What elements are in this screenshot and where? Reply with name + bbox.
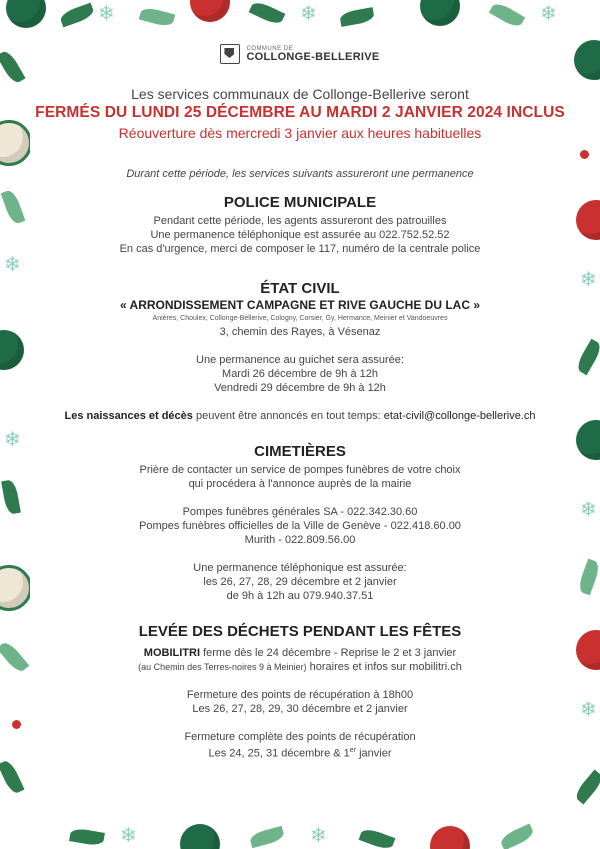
ornament-icon (574, 40, 600, 80)
leaf-icon (59, 3, 96, 28)
ornament-icon (576, 200, 600, 240)
permanence-note: Durant cette période, les services suivants assureront une permanence (126, 168, 474, 180)
leaf-icon (139, 6, 175, 28)
mobilitri-info: (au Chemin des Terres-noires 9 à Meinier) horaires et infos sur mobilitri.ch (138, 661, 462, 673)
commune-logo (30, 44, 570, 64)
email-link[interactable]: etat-civil@collonge-bellerive.ch (383, 410, 536, 422)
info-line: Prière de contacter un service de pompes funèbres de votre choix (139, 464, 461, 476)
leaf-icon (359, 827, 396, 849)
leaf-icon (69, 827, 105, 847)
ornament-icon (0, 565, 32, 611)
births-line: Les naissances et décès peuvent être annoncés en tout temps: etat-civil@collonge-bellerive.ch (64, 410, 536, 422)
notice (30, 30, 570, 761)
police-line: En cas d'urgence, merci de composer le 117, numéro de la centrale police (119, 243, 481, 255)
guichet-day: Mardi 26 décembre de 9h à 12h (222, 368, 378, 380)
leaf-icon (574, 339, 600, 375)
section-title: CIMETIÈRES (254, 443, 346, 460)
address: 3, chemin des Rayes, à Vésenaz (219, 326, 381, 338)
snowflake-icon: ❄ (540, 3, 557, 25)
info-line: Les 26, 27, 28, 29, 30 décembre et 2 janvier (192, 703, 408, 715)
ornament-icon (0, 330, 24, 370)
communes-list: Anières, Choulex, Collonge-Bellerive, Cologny, Corsier, Gy, Hermance, Meinier et Vandoeuvres (152, 315, 448, 322)
police-line: Une permanence téléphonique est assurée au 022.752.52.52 (150, 229, 450, 241)
police-section (30, 194, 570, 256)
guichet-day: Vendredi 29 décembre de 9h à 12h (214, 382, 386, 394)
ornament-icon (180, 824, 220, 849)
ornament-icon (6, 0, 46, 28)
leaf-icon (489, 0, 525, 29)
ornament-icon (576, 420, 600, 460)
dechets-section (30, 623, 570, 761)
info-line: Une permanence téléphonique est assurée: (193, 562, 407, 574)
reopening-text: Réouverture dès mercredi 3 janvier aux heures habituelles (118, 125, 482, 141)
info-line: Les 24, 25, 31 décembre & 1er janvier (208, 747, 392, 760)
mobilitri-line: MOBILITRI ferme dès le 24 décembre - Reprise le 2 et 3 janvier (143, 647, 457, 659)
leaf-icon (0, 759, 25, 796)
info-line: Fermeture complète des points de récupération (184, 731, 416, 743)
leaf-icon (1, 479, 21, 515)
police-line: Pendant cette période, les agents assureront des patrouilles (153, 215, 447, 227)
coat-of-arms-icon (220, 44, 240, 64)
snowflake-icon: ❄ (300, 3, 317, 25)
guichet-text: Une permanence au guichet sera assurée: (196, 354, 404, 366)
snowflake-icon: ❄ (4, 429, 21, 451)
ornament-icon (576, 630, 600, 670)
leaf-icon (1, 189, 26, 226)
funeral-contact: Pompes funèbres officielles de la Ville de Genève - 022.418.60.00 (139, 520, 461, 532)
info-line: Fermeture des points de récupération à 18h00 (186, 689, 414, 701)
info-line: les 26, 27, 28, 29 décembre et 2 janvier (203, 576, 397, 588)
leaf-icon (577, 559, 600, 596)
berry-icon (12, 720, 21, 729)
leaf-icon (0, 49, 26, 85)
section-title: ÉTAT CIVIL (260, 280, 340, 297)
funeral-contact: Murith - 022.809.56.00 (244, 534, 356, 546)
berry-icon (580, 150, 589, 159)
cimetieres-section (30, 443, 570, 603)
section-title: LEVÉE DES DÉCHETS PENDANT LES FÊTES (138, 623, 462, 640)
leaf-icon (249, 0, 286, 27)
info-line: qui procédera à l'annonce auprès de la mairie (188, 478, 412, 490)
section-subtitle: « ARRONDISSEMENT CAMPAGNE ET RIVE GAUCHE DU LAC » (119, 298, 481, 312)
snowflake-icon: ❄ (310, 825, 327, 847)
ornament-icon (430, 826, 470, 849)
closure-headline: FERMÉS DU LUNDI 25 DÉCEMBRE AU MARDI 2 JANVIER 2024 INCLUS (35, 104, 565, 121)
leaf-icon (573, 769, 600, 804)
leaf-icon (0, 639, 29, 674)
ornament-icon (420, 0, 460, 26)
etat-civil-section (30, 280, 570, 423)
snowflake-icon: ❄ (580, 699, 597, 721)
snowflake-icon: ❄ (580, 269, 597, 291)
snowflake-icon: ❄ (4, 254, 21, 276)
ornament-icon (190, 0, 230, 22)
intro-text: Les services communaux de Collonge-Bellerive seront (131, 86, 469, 102)
ornament-icon (0, 120, 32, 166)
info-line: de 9h à 12h au 079.940.37.51 (226, 590, 374, 602)
leaf-icon (249, 826, 285, 848)
snowflake-icon: ❄ (98, 3, 115, 25)
logo-name: COLLONGE-BELLERIVE (246, 50, 380, 63)
snowflake-icon: ❄ (120, 825, 137, 847)
section-title: POLICE MUNICIPALE (223, 194, 377, 211)
snowflake-icon: ❄ (580, 499, 597, 521)
leaf-icon (339, 7, 375, 27)
logo-subtitle: COMMUNE DE (246, 45, 294, 52)
leaf-icon (499, 823, 536, 849)
funeral-contact: Pompes funèbres générales SA - 022.342.30.60 (182, 506, 418, 518)
